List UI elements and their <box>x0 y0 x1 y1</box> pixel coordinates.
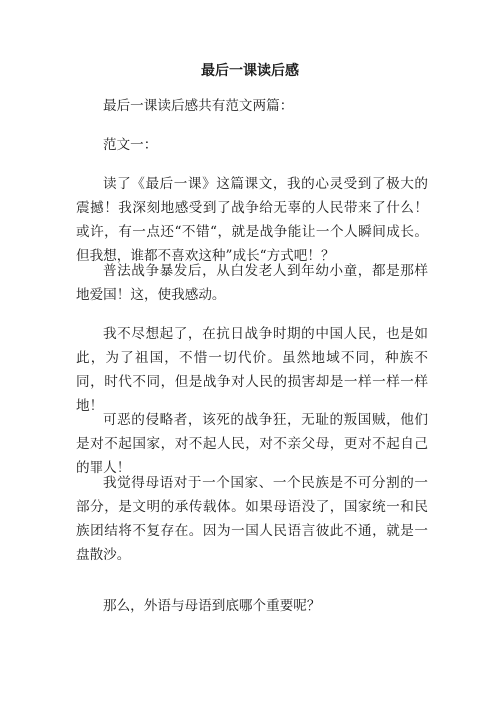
body-paragraph: 我不尽想起了，在抗日战争时期的中国人民，也是如此，为了祖国，不惜一切代价。虽然地域不同，种族不同，时代不同，但是战争对人民的损害却是一样一样一样地！ <box>76 326 428 414</box>
body-paragraph: 普法战争暴发后，从白发老人到年幼小童，都是那样地爱国！这，使我感动。 <box>76 263 428 303</box>
intro-paragraph: 最后一课读后感共有范文两篇： <box>103 98 294 114</box>
document-title: 最后一课读后感 <box>201 63 299 79</box>
body-paragraph: 我觉得母语对于一个国家、一个民族是不可分割的一部分，是文明的承传载体。如果母语没了，国家统一和民族团结将不复存在。因为一国人民语言彼此不通，就是一盘散沙。 <box>76 475 428 563</box>
section-heading: 范文一： <box>103 137 158 153</box>
body-paragraph: 那么，外语与母语到底哪个重要呢？ <box>103 598 321 614</box>
body-paragraph: 读了《最后一课》这篇课文，我的心灵受到了极大的震撼！我深刻地感受到了战争给无辜的人民带来了什么！或许，有一点还“不错“，就是战争能让一个人瞬间成长。但我想，谁都不喜欢这种”成长“方式吧！？ <box>76 176 428 264</box>
body-paragraph: 可恶的侵略者，该死的战争狂，无耻的叛国贼，他们是对不起国家，对不起人民，对不亲父母，更对不起自己的罪人！ <box>76 412 428 476</box>
